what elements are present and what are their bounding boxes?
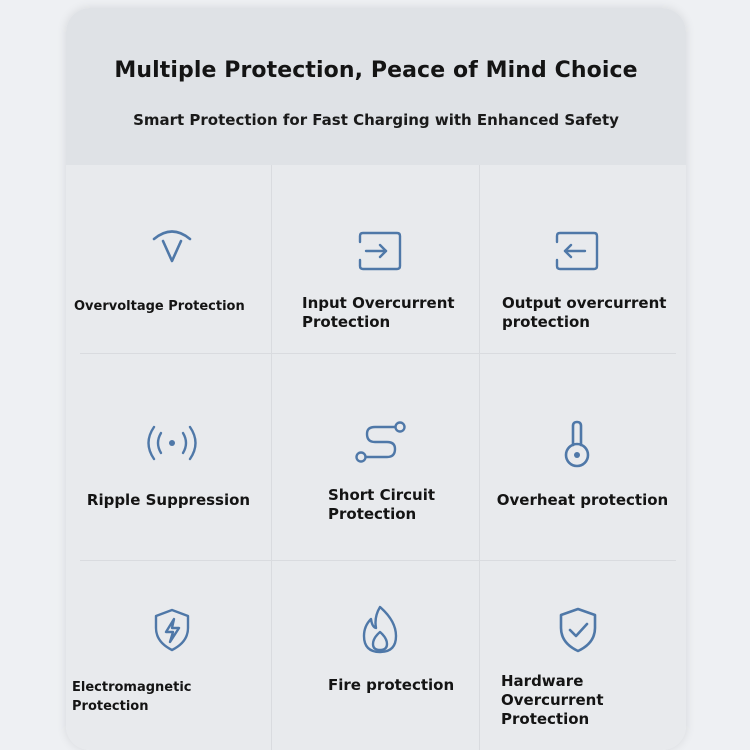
page-subtitle: Smart Protection for Fast Charging with Enhanced Safety [133,111,619,129]
header [66,8,686,166]
protection-card [66,8,686,750]
grid-divider [80,560,676,561]
feature-label: Input Overcurrent Protection [302,294,455,331]
circuit-path-icon [353,421,409,463]
grid-divider [271,165,272,750]
overvoltage-v-icon [152,227,192,267]
grid-divider [479,165,480,750]
page-title: Multiple Protection, Peace of Mind Choice [114,58,638,83]
shield-check-icon [558,607,598,653]
feature-label: Short Circuit Protection [328,486,436,523]
feature-label: Overheat protection [496,491,669,509]
feature-label: Fire protection [328,676,455,694]
feature-label: Electromagnetic Protection [72,680,192,714]
grid-divider [80,353,676,354]
feature-label: Ripple Suppression [86,491,251,509]
output-arrow-icon [554,231,600,271]
feature-label: Output overcurrent protection [502,294,667,331]
feature-label: Hardware Overcurrent Protection [501,672,604,728]
feature-label: Overvoltage Protection [74,299,245,314]
thermometer-icon [562,420,592,468]
feature-grid [66,165,686,750]
shield-lightning-icon [152,608,192,652]
ripple-wave-icon [146,423,198,463]
flame-icon [360,605,400,655]
input-arrow-icon [357,231,403,271]
